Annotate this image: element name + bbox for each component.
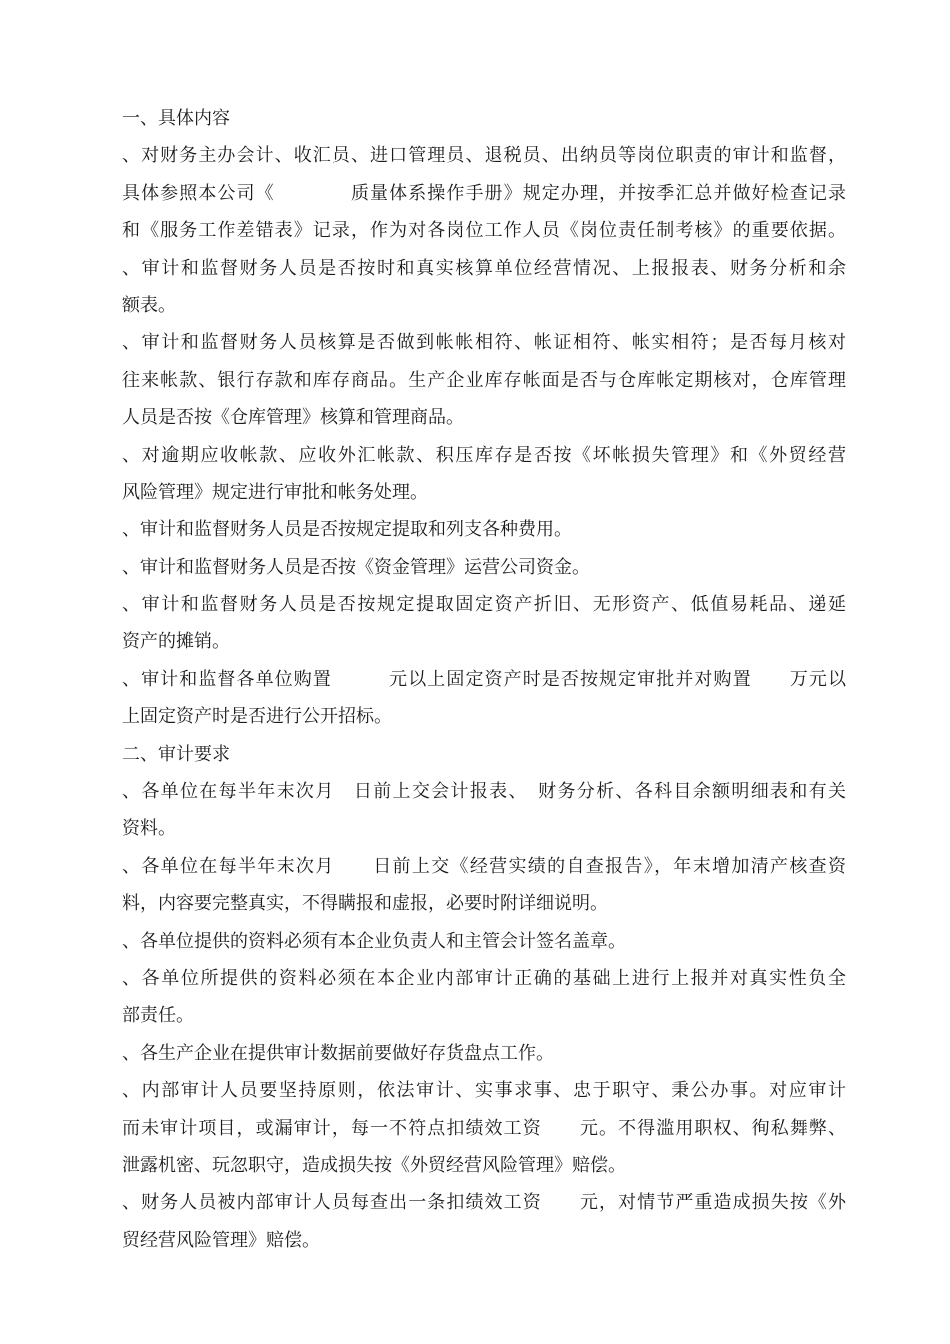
text-line: 和《服务工作差错表》记录，作为对各岗位工作人员《岗位责任制考核》的重要依据。 (122, 220, 846, 242)
document-body (122, 100, 846, 1259)
text-line: 、审计和监督财务人员是否按时和真实核算单位经营情况、上报报表、财务分析和余 (122, 257, 846, 279)
text-line: 、各单位在每半年末次月 日前上交会计报表、 财务分析、各科目余额明细表和有关 (122, 781, 846, 803)
text-line: 、审计和监督财务人员是否按《资金管理》运营公司资金。 (122, 556, 590, 578)
text-line: 资产的摊销。 (122, 631, 230, 653)
text-line: 料，内容要完整真实，不得瞒报和虚报，必要时附详细说明。 (122, 893, 608, 915)
text-line: 、各单位所提供的资料必须在本企业内部审计正确的基础上进行上报并对真实性负全 (122, 967, 846, 989)
text-line: 风险管理》规定进行审批和帐务处理。 (122, 481, 428, 503)
text-line: 、审计和监督财务人员是否按规定提取和列支各种费用。 (122, 519, 572, 541)
text-line: 上固定资产时是否进行公开招标。 (122, 706, 392, 728)
text-line: 贸经营风险管理》赔偿。 (122, 1229, 320, 1251)
text-line: 具体参照本公司《 质量体系操作手册》规定办理，并按季汇总并做好检查记录 (122, 182, 846, 204)
text-line: 、各生产企业在提供审计数据前要做好存货盘点工作。 (122, 1042, 554, 1064)
text-line: 、各单位在每半年末次月 日前上交《经营实绩的自查报告》，年末增加清产核查资 (122, 855, 846, 877)
text-line: 、各单位提供的资料必须有本企业负责人和主管会计签名盖章。 (122, 930, 626, 952)
text-line: 、对逾期应收帐款、应收外汇帐款、积压库存是否按《坏帐损失管理》和《外贸经营 (122, 444, 846, 466)
text-line: 、财务人员被内部审计人员每查出一条扣绩效工资 元，对情节严重造成损失按《外 (122, 1192, 846, 1214)
text-line: 额表。 (122, 294, 176, 316)
text-line: 部责任。 (122, 1005, 194, 1027)
text-line: 资料。 (122, 818, 176, 840)
text-line: 、对财务主办会计、收汇员、进口管理员、退税员、出纳员等岗位职责的审计和监督， (122, 145, 846, 167)
text-line: 一、具体内容 (122, 108, 230, 129)
text-line: 人员是否按《仓库管理》核算和管理商品。 (122, 407, 464, 429)
text-line: 泄露机密、玩忽职守，造成损失按《外贸经营风险管理》赔偿。 (122, 1154, 626, 1176)
text-line: 、审计和监督财务人员是否按规定提取固定资产折旧、无形资产、低值易耗品、递延 (122, 594, 846, 616)
text-line: 、内部审计人员要坚持原则，依法审计、实事求事、忠于职守、秉公办事。对应审计 (122, 1080, 846, 1102)
text-line: 往来帐款、银行存款和库存商品。生产企业库存帐面是否与仓库帐定期核对，仓库管理 (122, 369, 846, 391)
text-line: 、审计和监督各单位购置 元以上固定资产时是否按规定审批并对购置 万元以 (122, 668, 846, 690)
text-line: 、审计和监督财务人员核算是否做到帐帐相符、帐证相符、帐实相符；是否每月核对 (122, 332, 846, 354)
text-line: 二、审计要求 (122, 743, 230, 765)
text-line: 而未审计项目，或漏审计，每一不符点扣绩效工资 元。不得滥用职权、徇私舞弊、 (122, 1117, 846, 1139)
